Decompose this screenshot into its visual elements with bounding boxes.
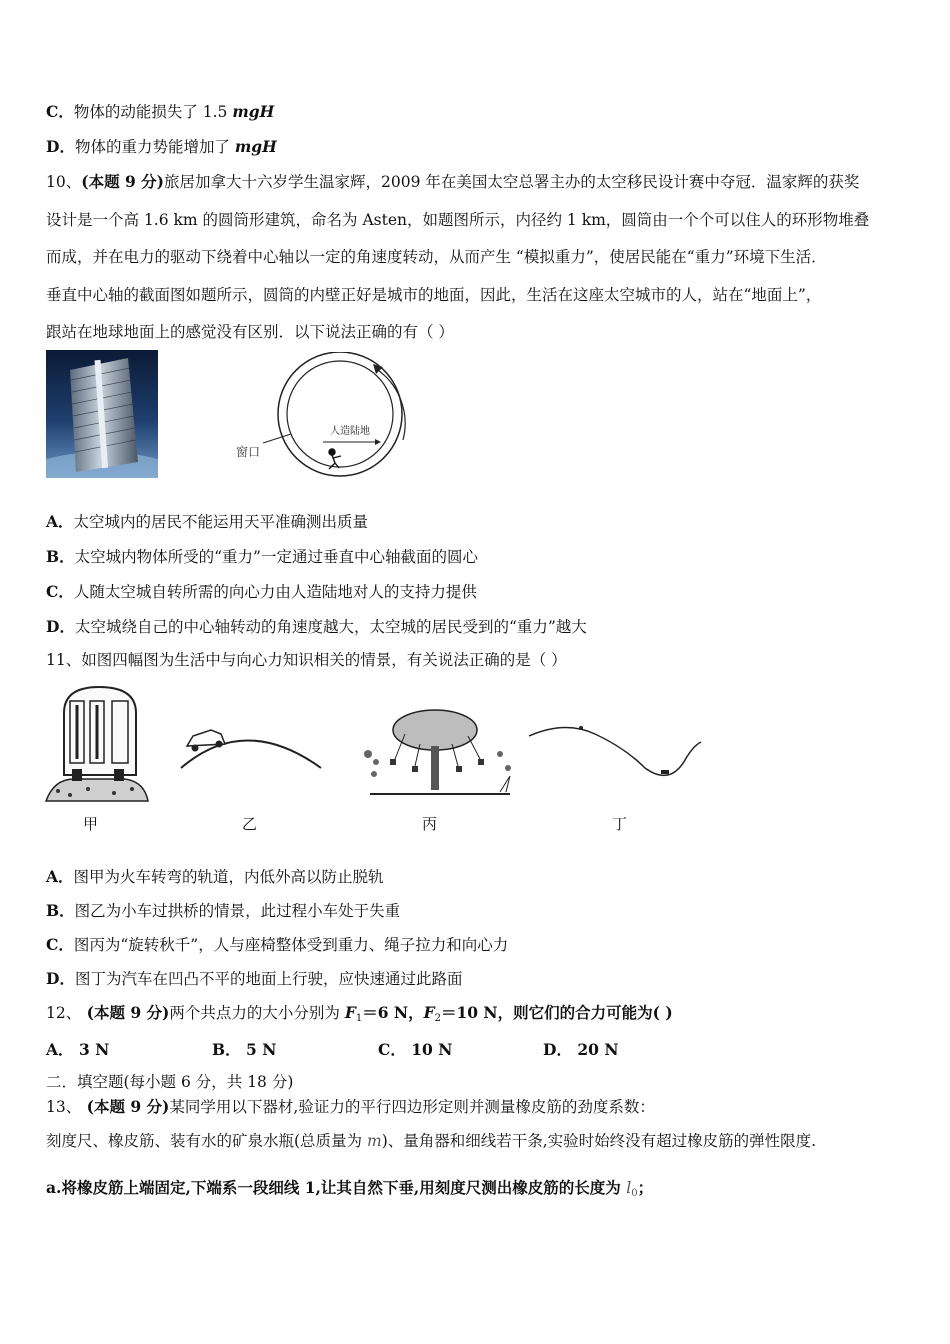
q12-option-b: B． 5 N — [212, 1040, 277, 1059]
figure-label-ding: 丁 — [612, 815, 628, 833]
space-city-photo — [46, 350, 158, 478]
q11-option-c: C．图丙为“旋转秋千”，人与座椅整体受到重力、绳子拉力和向心力 — [46, 935, 509, 954]
q13-line-2: 刻度尺、橡皮筋、装有水的矿泉水瓶(总质量为 m)、量角器和细线若干条,实验时始终没有超过橡皮筋的弹性限度. — [46, 1132, 817, 1150]
figure-bing-swing — [360, 704, 520, 799]
q11-option-d: D．图丁为汽车在凹凸不平的地面上行驶，应快速通过此路面 — [46, 969, 463, 988]
artificial-land-label: 人造陆地 — [330, 426, 370, 437]
car-icon — [187, 730, 225, 752]
q12-stem: 12、 (本题 9 分)两个共点力的大小分别为 $F_1=6$ N，$F_2=10$ N，则它们的合力可能为( ) — [46, 1003, 673, 1024]
figure-label-yi: 乙 — [242, 815, 258, 833]
q11-option-a: A．图甲为火车转弯的轨道，内低外高以防止脱轨 — [46, 867, 384, 886]
figure-label-bing: 丙 — [422, 815, 438, 833]
q11-option-b: B．图乙为小车过拱桥的情景，此过程小车处于失重 — [46, 901, 401, 920]
figure-ding-bumpy-road — [525, 722, 705, 780]
q10-option-c: C．人随太空城自转所需的向心力由人造陆地对人的支持力提供 — [46, 582, 477, 601]
q9-option-d: D．物体的重力势能增加了 mgH — [46, 137, 277, 156]
q13-line-3: a.将橡皮筋上端固定,下端系一段细线 1,让其自然下垂,用刻度尺测出橡皮筋的长度为 $l_0$； — [46, 1178, 654, 1199]
q12-option-a: A． 3 N — [46, 1040, 110, 1059]
q10-option-b: B．太空城内物体所受的“重力”一定通过垂直中心轴截面的圆心 — [46, 547, 478, 566]
q10-stem-line-1: 10、(本题 9 分)旅居加拿大十六岁学生温家辉，2009 年在美国太空总署主办的太空移民设计赛中夺冠．温家辉的获奖 — [46, 172, 860, 191]
q10-option-d: D．太空城绕自己的中心轴转动的角速度越大，太空城的居民受到的“重力”越大 — [46, 617, 587, 636]
window-label: 窗口 — [236, 445, 261, 459]
figure-yi-arch-bridge — [175, 718, 325, 773]
q11-stem: 11、如图四幅图为生活中与向心力知识相关的情景，有关说法正确的是（ ） — [46, 651, 567, 669]
q13-stem: 13、 (本题 9 分)某同学用以下器材,验证力的平行四边形定则并测量橡皮筋的劲度系数： — [46, 1097, 655, 1116]
figure-label-jia: 甲 — [83, 815, 99, 833]
q10-option-a: A．太空城内的居民不能运用天平准确测出质量 — [46, 512, 369, 531]
q9-option-c: C．物体的动能损失了 1.5 mgH — [46, 102, 275, 121]
section-title: 二．填空题(每小题 6 分，共 18 分) — [46, 1073, 294, 1091]
q10-stem-line-4: 垂直中心轴的截面图如题所示，圆筒的内壁正好是城市的地面，因此，生活在这座太空城市的人，站在“地面上”， — [46, 286, 822, 304]
q10-stem-line-3: 而成，并在电力的驱动下绕着中心轴以一定的角速度转动，从而产生 “模拟重力”，使居民能在“重力”环境下生活． — [46, 248, 827, 266]
space-city-cross-section — [225, 352, 425, 477]
figure-jia-train — [44, 683, 150, 808]
q10-stem-line-5: 跟站在地球地面上的感觉没有区别．以下说法正确的有（ ） — [46, 323, 454, 341]
q10-stem-line-2: 设计是一个高 1.6 km 的圆筒形建筑，命名为 Asten，如题图所示，内径约 1 km，圆筒由一个个可以住人的环形物堆叠 — [46, 211, 870, 229]
q12-option-c: C． 10 N — [378, 1040, 453, 1059]
q12-option-d: D． 20 N — [543, 1040, 619, 1059]
